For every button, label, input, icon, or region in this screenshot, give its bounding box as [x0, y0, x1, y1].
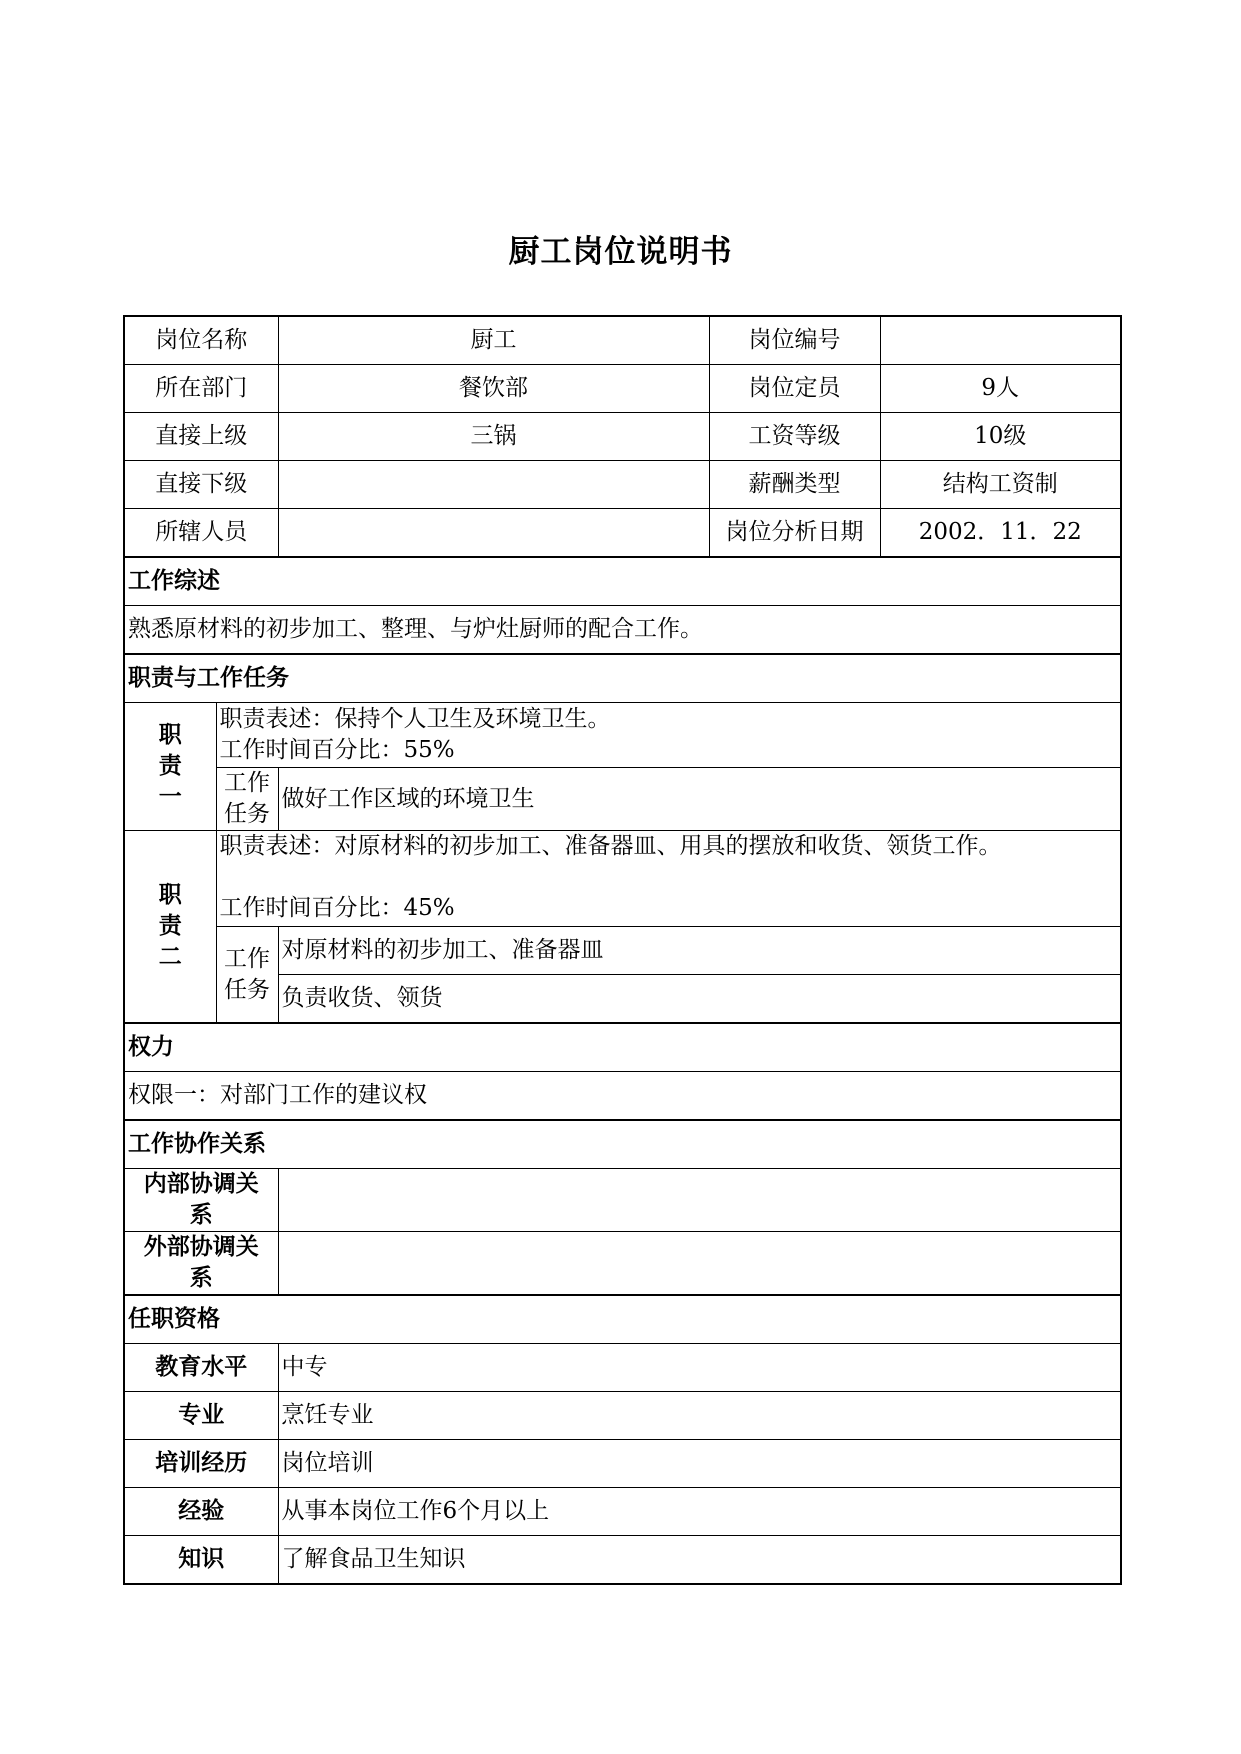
experience-label: 经验	[124, 1488, 278, 1536]
duty-2-task-1: 对原材料的初步加工、准备器皿	[278, 927, 1121, 975]
knowledge-label: 知识	[124, 1536, 278, 1585]
summary-heading: 工作综述	[124, 557, 1121, 606]
knowledge-value: 了解食品卫生知识	[278, 1536, 1121, 1585]
label-pay-type: 薪酬类型	[709, 461, 880, 509]
duty-1-label: 职 责 一	[124, 703, 216, 831]
summary-text: 熟悉原材料的初步加工、整理、与炉灶厨师的配合工作。	[124, 606, 1121, 655]
table-row	[124, 1536, 1121, 1585]
value-position-code	[880, 316, 1121, 365]
label-position-code: 岗位编号	[709, 316, 880, 365]
table-row	[124, 1440, 1121, 1488]
label-subordinate: 直接下级	[124, 461, 278, 509]
major-value: 烹饪专业	[278, 1392, 1121, 1440]
experience-value: 从事本岗位工作6个月以上	[278, 1488, 1121, 1536]
page-title: 厨工岗位说明书	[508, 234, 733, 270]
training-label: 培训经历	[124, 1440, 278, 1488]
value-superior: 三锅	[278, 413, 709, 461]
duty-2-task-label: 工作 任务	[216, 927, 278, 1024]
table-row	[124, 461, 1121, 509]
internal-relations-label: 内部协调关 系	[124, 1169, 278, 1232]
label-salary-grade: 工资等级	[709, 413, 880, 461]
value-position-name: 厨工	[278, 316, 709, 365]
value-pay-type: 结构工资制	[880, 461, 1121, 509]
duty-1-description: 职责表述：保持个人卫生及环境卫生。 工作时间百分比：55%	[216, 703, 1121, 768]
authority-heading: 权力	[124, 1023, 1121, 1072]
section-header	[124, 1023, 1121, 1072]
label-headcount: 岗位定员	[709, 365, 880, 413]
label-staff: 所辖人员	[124, 509, 278, 558]
duty-2-task-2: 负责收货、领货	[278, 975, 1121, 1024]
table-row	[124, 509, 1121, 558]
table-row	[124, 365, 1121, 413]
table-row	[124, 413, 1121, 461]
table-row	[124, 1488, 1121, 1536]
external-relations-label: 外部协调关 系	[124, 1232, 278, 1296]
duties-heading: 职责与工作任务	[124, 654, 1121, 703]
label-department: 所在部门	[124, 365, 278, 413]
external-relations-value	[278, 1232, 1121, 1296]
authority-text: 权限一：对部门工作的建议权	[124, 1072, 1121, 1121]
value-subordinate	[278, 461, 709, 509]
value-analysis-date: 2002．11．22	[880, 509, 1121, 558]
label-superior: 直接上级	[124, 413, 278, 461]
duty-1-task-1: 做好工作区域的环境卫生	[278, 768, 1121, 831]
table-row	[124, 606, 1121, 655]
education-value: 中专	[278, 1344, 1121, 1392]
value-department: 餐饮部	[278, 365, 709, 413]
value-salary-grade: 10级	[880, 413, 1121, 461]
label-position-name: 岗位名称	[124, 316, 278, 365]
table-row	[124, 1169, 1121, 1232]
section-header	[124, 654, 1121, 703]
table-row	[124, 831, 1121, 927]
training-value: 岗位培训	[278, 1440, 1121, 1488]
table-row	[124, 316, 1121, 365]
table-row	[124, 1344, 1121, 1392]
table-row	[124, 1392, 1121, 1440]
table-row	[124, 927, 1121, 975]
duty-2-label: 职 责 二	[124, 831, 216, 1024]
section-header	[124, 557, 1121, 606]
education-label: 教育水平	[124, 1344, 278, 1392]
section-header	[124, 1295, 1121, 1344]
duty-2-description: 职责表述：对原材料的初步加工、准备器皿、用具的摆放和收货、领货工作。 工作时间百分比：45%	[216, 831, 1121, 927]
label-analysis-date: 岗位分析日期	[709, 509, 880, 558]
table-row	[124, 1072, 1121, 1121]
relations-heading: 工作协作关系	[124, 1120, 1121, 1169]
value-staff	[278, 509, 709, 558]
table-row	[124, 703, 1121, 768]
value-headcount: 9人	[880, 365, 1121, 413]
table-row	[124, 768, 1121, 831]
qualifications-heading: 任职资格	[124, 1295, 1121, 1344]
job-description-table	[123, 315, 1122, 1585]
duty-1-task-label: 工作 任务	[216, 768, 278, 831]
section-header	[124, 1120, 1121, 1169]
internal-relations-value	[278, 1169, 1121, 1232]
table-row	[124, 1232, 1121, 1296]
major-label: 专业	[124, 1392, 278, 1440]
